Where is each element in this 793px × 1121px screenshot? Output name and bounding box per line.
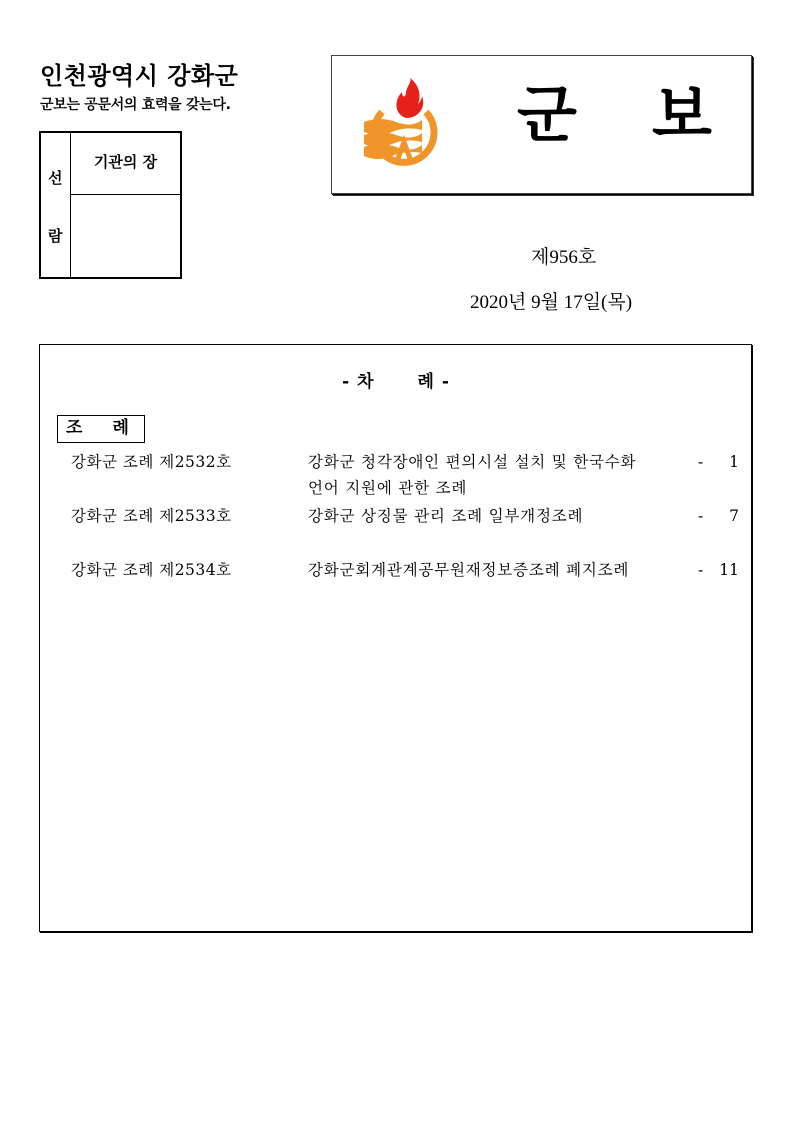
gazette-masthead: [331, 55, 752, 194]
review-label-bottom: 람: [48, 227, 63, 245]
gazette-motto: 군보는 공문서의 효력을 갖는다.: [40, 97, 231, 113]
review-head-cell: 기관의 장: [71, 133, 180, 195]
toc-entry-dash: -: [698, 507, 704, 525]
toc-heading-left: - 차: [342, 372, 374, 392]
toc-heading-right: 례 -: [417, 372, 449, 392]
toc-entry-title-line2: 언어 지원에 관한 조례: [308, 479, 468, 497]
table-of-contents: [39, 344, 752, 932]
section-label-right: 례: [112, 418, 129, 438]
section-label-left: 조: [66, 418, 83, 438]
review-label-top: 선: [48, 169, 63, 187]
review-approval-box: [39, 131, 182, 279]
masthead-title-char-2: 보: [652, 78, 712, 151]
toc-entry-title[interactable]: 강화군 상징물 관리 조례 일부개정조례: [308, 507, 584, 525]
toc-entry-code: 강화군 조례 제2533호: [71, 507, 232, 525]
toc-entry-code: 강화군 조례 제2532호: [71, 453, 232, 471]
toc-entry-title-line1: 강화군 청각장애인 편의시설 설치 및 한국수화: [308, 453, 637, 471]
issue-number: 제956호: [531, 247, 597, 268]
review-label-column: [41, 133, 71, 277]
organization-name: 인천광역시 강화군: [40, 62, 239, 90]
toc-entry-dash: -: [698, 453, 704, 471]
toc-entry-code: 강화군 조례 제2534호: [71, 561, 232, 579]
toc-entry-page: 1: [729, 453, 739, 471]
toc-heading: [40, 367, 751, 392]
toc-entry-page: 11: [719, 561, 739, 579]
section-label-ordinances: [57, 415, 145, 443]
issue-date: 2020년 9월 17일(목): [470, 292, 633, 313]
review-signature-cell: [71, 195, 180, 277]
ganghwa-county-emblem-icon: [360, 78, 450, 168]
toc-entry-title[interactable]: 강화군회계관계공무원재정보증조례 폐지조례: [308, 561, 630, 579]
toc-entry-title[interactable]: [308, 449, 698, 501]
toc-entry-page: 7: [729, 507, 739, 525]
masthead-title-char-1: 군: [517, 78, 577, 151]
toc-entry-dash: -: [698, 561, 704, 579]
